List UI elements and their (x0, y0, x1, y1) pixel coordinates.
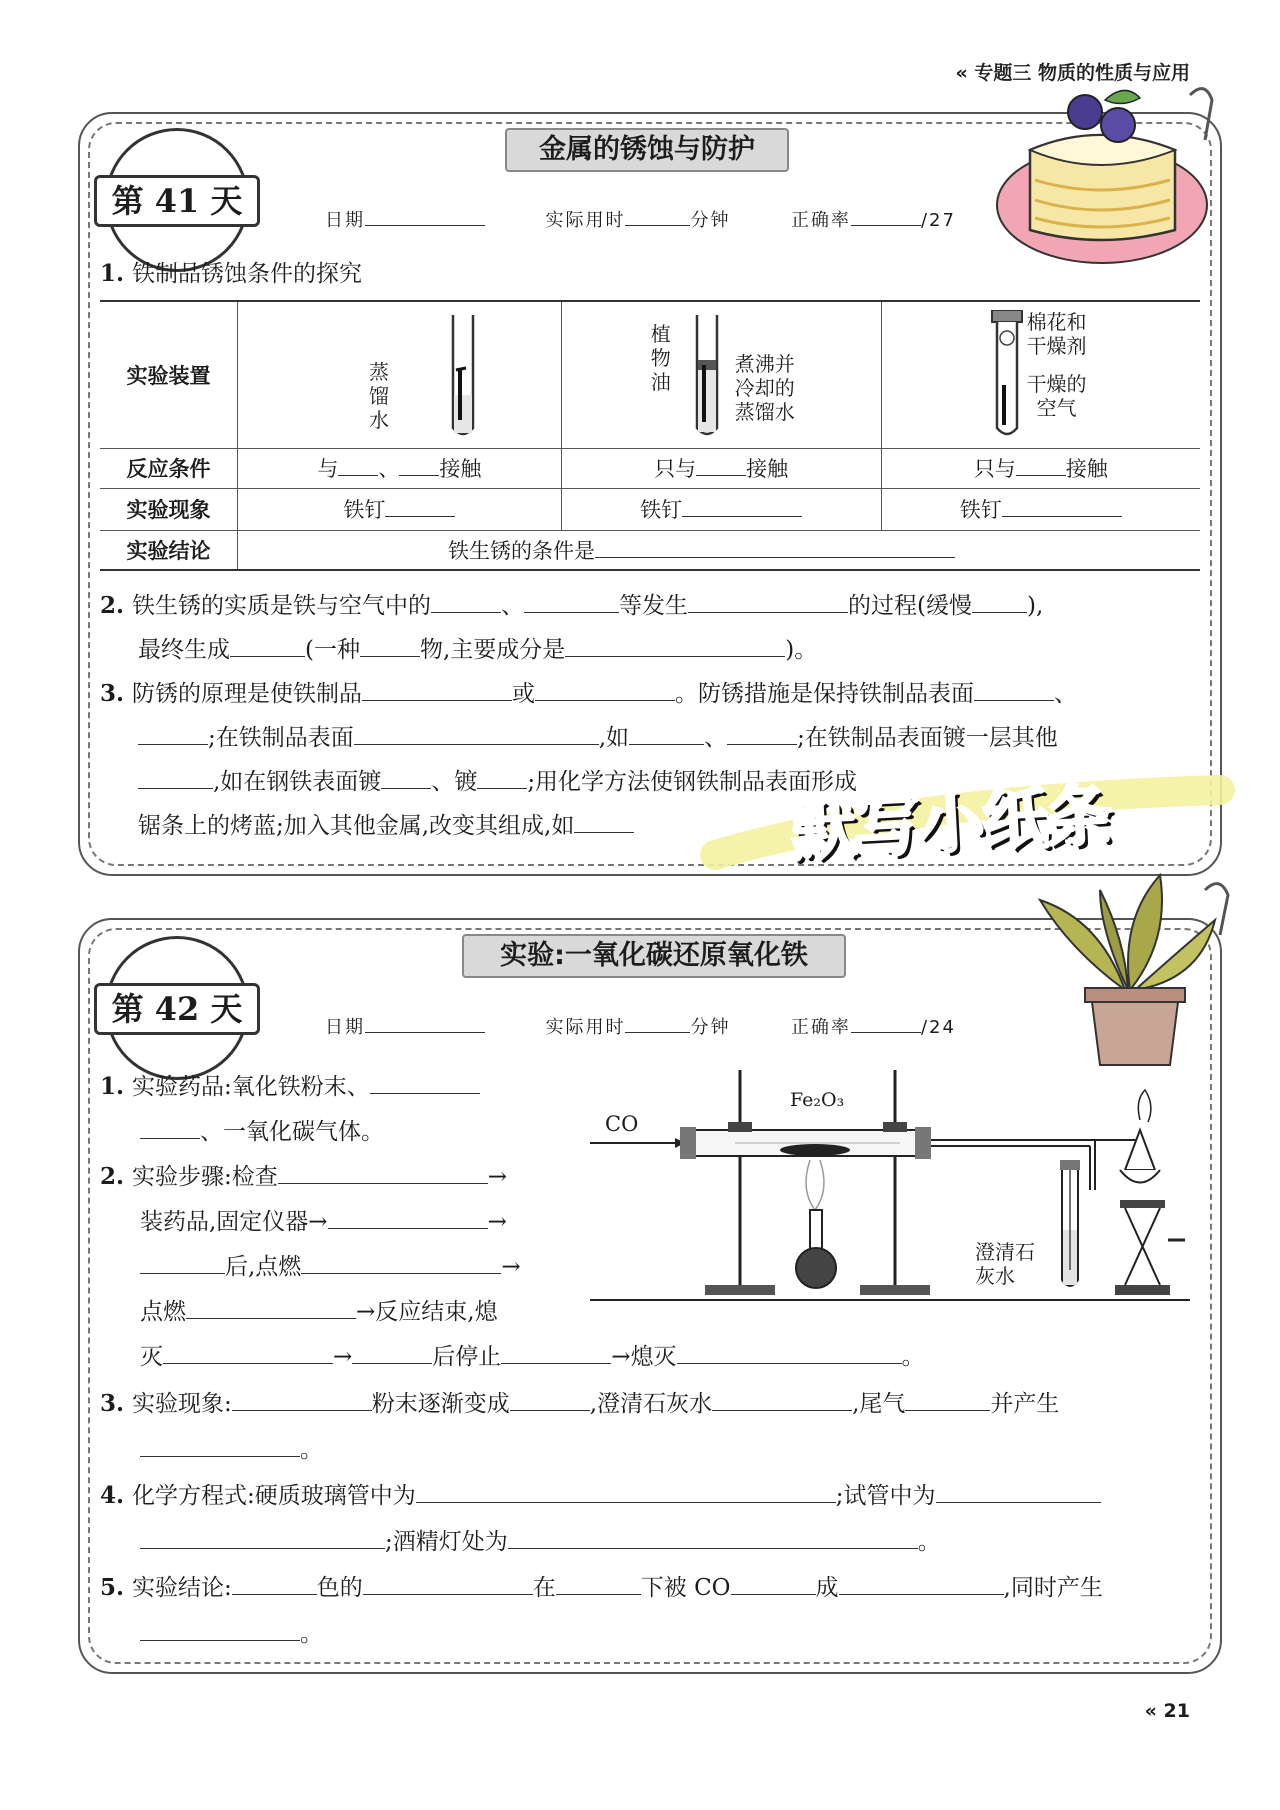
accuracy-total: /27 (920, 210, 956, 231)
phenomenon-1: 铁钉 (238, 488, 562, 530)
tube3-label-top: 棉花和干燥剂 (1026, 310, 1087, 358)
rust-experiment-table (100, 300, 1200, 571)
blank[interactable] (510, 1388, 590, 1411)
day42-q2-line4: 点燃 →反应结束,熄 (140, 1290, 498, 1334)
page-number: « 21 (1144, 1700, 1190, 1722)
blank[interactable] (629, 722, 704, 745)
blank[interactable] (839, 1572, 1004, 1595)
blank[interactable] (138, 766, 213, 789)
blank[interactable] (362, 678, 512, 701)
blank[interactable] (974, 678, 1054, 701)
day41-q2-line2: 最终生成 (一种 物,主要成分是 )。 (138, 628, 817, 672)
blank[interactable] (352, 1341, 432, 1364)
sticker-title: 默写小纸条 (788, 776, 1113, 871)
blank[interactable] (328, 1206, 488, 1229)
blank[interactable] (574, 810, 634, 833)
blank[interactable] (731, 1572, 816, 1595)
co-reduction-apparatus (580, 1060, 1200, 1320)
day42-topic: 实验:一氧化碳还原氧化铁 (462, 934, 846, 978)
blank[interactable] (688, 590, 848, 613)
blank[interactable] (363, 1572, 533, 1595)
day41-topic: 金属的锈蚀与防护 (505, 128, 789, 172)
tube2-label-left: 植物油 (650, 322, 671, 394)
date-field[interactable] (365, 203, 485, 226)
accuracy-total: /24 (920, 1017, 956, 1038)
blank[interactable] (399, 453, 439, 476)
day42-badge (105, 936, 249, 1080)
accuracy-field[interactable] (851, 1010, 921, 1033)
q-number: 1. (100, 260, 125, 287)
accuracy-label: 正确率 (790, 1017, 851, 1038)
date-label: 日期 (325, 210, 365, 231)
blank[interactable] (431, 590, 501, 613)
condition-3: 只与 接触 (881, 448, 1200, 488)
blank[interactable] (360, 634, 420, 657)
day42-q1-line2: 、一氧化碳气体。 (140, 1110, 384, 1154)
day41-q3: 3. 防锈的原理是使铁制品 或 。防锈措施是保持铁制品表面 、 (100, 680, 1078, 707)
blank[interactable] (1002, 494, 1122, 517)
blank[interactable] (354, 722, 599, 745)
blank[interactable] (186, 1296, 356, 1319)
apparatus-tube-2 (561, 301, 881, 448)
day41-meta (325, 203, 956, 232)
blank[interactable] (595, 535, 955, 558)
day42-q5: 5. 实验结论: 色的 在 下被 CO 成 ,同时产生 (100, 1574, 1103, 1601)
blank[interactable] (140, 1526, 385, 1549)
blank[interactable] (682, 494, 802, 517)
accuracy-label: 正确率 (790, 210, 851, 231)
blank[interactable] (905, 1388, 990, 1411)
time-unit: 分钟 (690, 1017, 731, 1038)
blank[interactable] (232, 1388, 372, 1411)
blank[interactable] (140, 1251, 225, 1274)
blank[interactable] (1016, 453, 1066, 476)
blank[interactable] (508, 1526, 918, 1549)
day42-q4: 4. 化学方程式:硬质玻璃管中为 ;试管中为 (100, 1474, 1101, 1518)
row-phenomenon: 实验现象 (100, 488, 238, 530)
day41-badge (105, 128, 249, 272)
blank[interactable] (278, 1161, 488, 1184)
tube2-label-right: 煮沸并冷却的蒸馏水 (734, 352, 795, 424)
time-field[interactable] (625, 203, 690, 226)
date-label: 日期 (325, 1017, 365, 1038)
blank[interactable] (140, 1618, 300, 1641)
blank[interactable] (565, 634, 785, 657)
accuracy-field[interactable] (851, 203, 921, 226)
time-unit: 分钟 (690, 210, 731, 231)
q1-title: 铁制品锈蚀条件的探究 (132, 261, 363, 287)
blank[interactable] (230, 634, 305, 657)
blank[interactable] (677, 1341, 902, 1364)
day41-q2: 2. 铁生锈的实质是铁与空气中的 、 等发生 的过程(缓慢 ), (100, 592, 1044, 619)
blank[interactable] (381, 766, 431, 789)
phenomenon-2: 铁钉 (561, 488, 881, 530)
blank[interactable] (232, 1572, 317, 1595)
phenomenon-3: 铁钉 (881, 488, 1200, 530)
time-label: 实际用时 (545, 1017, 626, 1038)
blank[interactable] (338, 453, 378, 476)
row-apparatus: 实验装置 (100, 301, 238, 448)
conclusion: 铁生锈的条件是 (238, 530, 1201, 570)
row-condition: 反应条件 (100, 448, 238, 488)
blank[interactable] (140, 1116, 200, 1139)
blank[interactable] (556, 1572, 641, 1595)
blank[interactable] (301, 1251, 501, 1274)
day41-q1 (100, 252, 362, 296)
test-tube-icon (408, 310, 508, 440)
plant-illustration (1030, 860, 1230, 1075)
chapter-header: « 专题三 物质的性质与应用 (955, 62, 1190, 84)
blank[interactable] (140, 1434, 300, 1457)
blank[interactable] (370, 1071, 480, 1094)
blank[interactable] (416, 1480, 836, 1503)
blank[interactable] (535, 678, 675, 701)
blank[interactable] (727, 722, 797, 745)
day42-q2-line5: 灭 → 后停止 →熄灭 。 (140, 1335, 925, 1379)
day42-q2-line2: 装药品,固定仪器→ → (140, 1200, 507, 1244)
blank[interactable] (696, 453, 746, 476)
day42-q4-line2: ;酒精灯处为 。 (140, 1520, 941, 1564)
day42-q5-line2: 。 (140, 1612, 323, 1656)
blank[interactable] (936, 1480, 1101, 1503)
day41-q3-line3: ,如在钢铁表面镀 、镀 ;用化学方法使钢铁制品表面形成 (138, 760, 857, 804)
diagram-limewater-label: 澄清石灰水 (975, 1240, 1035, 1288)
tube3-label-bottom: 干燥的空气 (1026, 372, 1087, 420)
day42-q3: 3. 实验现象: 粉末逐渐变成 ,澄清石灰水 ,尾气 并产生 (100, 1390, 1060, 1417)
time-label: 实际用时 (545, 210, 626, 231)
apparatus-tube-3 (881, 301, 1200, 448)
blank[interactable] (524, 590, 619, 613)
blank[interactable] (138, 722, 208, 745)
row-conclusion: 实验结论 (100, 530, 238, 570)
day42-badge-label: 第 42 天 (94, 983, 260, 1035)
diagram-fe2o3-label: Fe₂O₃ (790, 1089, 845, 1111)
apparatus-tube-1 (238, 301, 562, 448)
day42-q1: 1. 实验药品:氧化铁粉末、 (100, 1065, 480, 1109)
condition-2: 只与 接触 (561, 448, 881, 488)
day42-q2: 2. 实验步骤:检查 → (100, 1163, 508, 1190)
blank[interactable] (501, 1341, 611, 1364)
blank[interactable] (385, 494, 455, 517)
cake-illustration (990, 70, 1220, 270)
day42-q3-line2: 。 (140, 1428, 323, 1472)
day41-q3-line4: 锯条上的烤蓝;加入其他金属,改变其组成,如 (138, 804, 634, 848)
tube1-label: 蒸馏水 (369, 360, 389, 432)
time-field[interactable] (625, 1010, 690, 1033)
blank[interactable] (163, 1341, 333, 1364)
blank[interactable] (972, 590, 1027, 613)
day41-badge-label: 第 41 天 (94, 175, 260, 227)
day42-q2-line3: 后,点燃 → (140, 1245, 521, 1289)
diagram-co-label: CO (605, 1112, 639, 1136)
blank[interactable] (477, 766, 527, 789)
day42-meta (325, 1010, 956, 1039)
blank[interactable] (712, 1388, 852, 1411)
condition-1: 与 、 接触 (238, 448, 562, 488)
day41-q3-line2: ;在铁制品表面 ,如 、 ;在铁制品表面镀一层其他 (138, 716, 1058, 760)
date-field[interactable] (365, 1010, 485, 1033)
